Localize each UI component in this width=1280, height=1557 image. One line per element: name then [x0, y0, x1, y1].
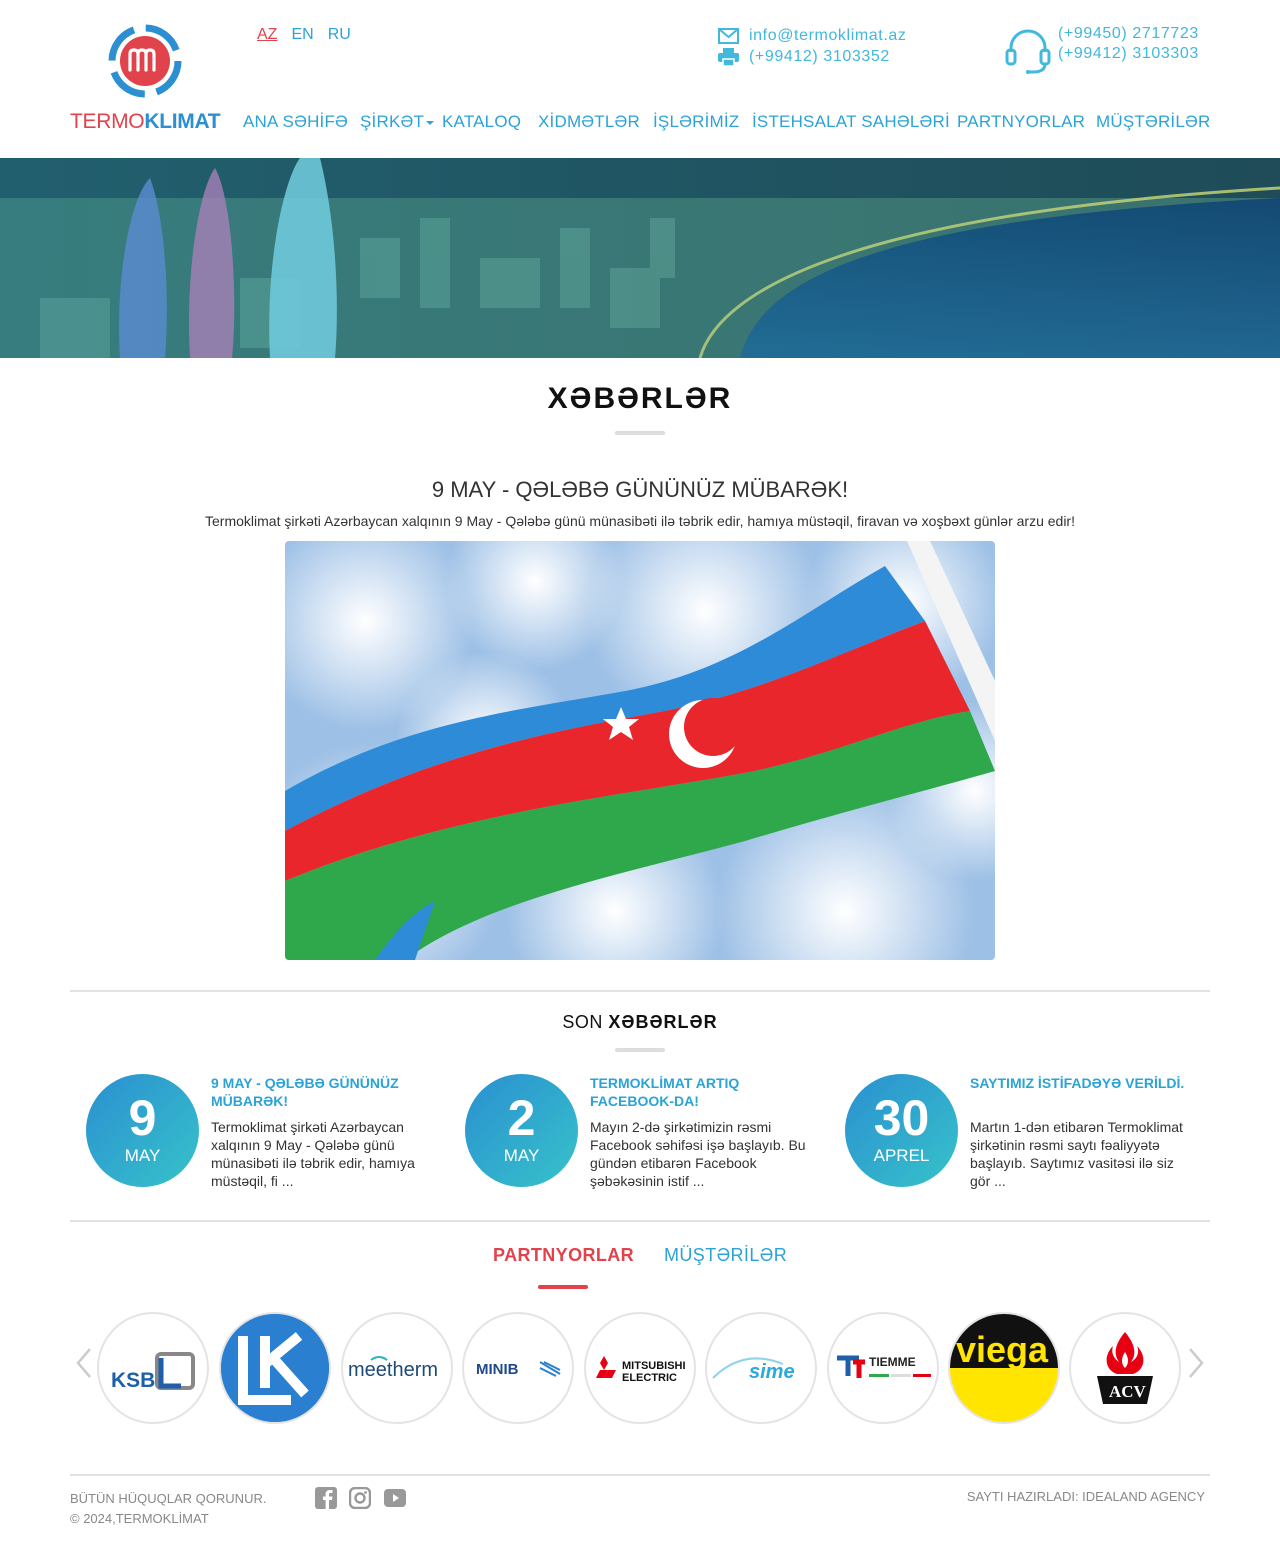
divider	[70, 990, 1210, 992]
partner-logo-ksb[interactable]	[97, 1312, 209, 1424]
news-card[interactable]	[86, 1074, 446, 1194]
nav-works[interactable]: İŞLƏRİMİZ	[653, 112, 740, 131]
partner-logo-tiemme[interactable]	[827, 1312, 939, 1424]
date-month: MAY	[124, 1146, 161, 1165]
mitsubishi-logo-icon	[586, 1314, 694, 1422]
logo-mark-icon	[108, 24, 182, 98]
partner-logo-acv[interactable]	[1069, 1312, 1181, 1424]
hero-banner	[0, 158, 1280, 358]
footer-rights: BÜTÜN HÜQUQLAR QORUNUR.	[70, 1491, 267, 1506]
youtube-icon[interactable]	[384, 1487, 406, 1509]
nav-clients[interactable]: MÜŞTƏRİLƏR	[1096, 112, 1211, 131]
nav-catalog[interactable]: KATALOQ	[442, 112, 522, 131]
title-underline	[615, 431, 665, 435]
news-lead: Termoklimat şirkəti Azərbaycan xalqının 9 May - Qələbə günü münasibəti ilə təbrik edir, hamıya müstəqil, firavan və xoşbəxt günlər arzu edir!	[205, 513, 1075, 529]
phone-numbers	[1058, 24, 1199, 64]
date-badge	[465, 1074, 578, 1187]
logo-wordmark: TERMOKLIMAT	[70, 110, 221, 133]
carousel-prev-arrow-icon[interactable]	[72, 1345, 96, 1381]
news-card-title[interactable]: SAYTIMIZ İSTİFADƏYƏ VERİLDİ.	[970, 1075, 1185, 1091]
contact-info	[718, 25, 906, 67]
partner-tabs	[0, 1245, 1280, 1275]
lk-logo-icon	[221, 1314, 329, 1422]
fax-number: (+99412) 3103352	[749, 48, 890, 65]
caret-down-icon	[426, 121, 434, 125]
active-tab-indicator	[538, 1285, 588, 1289]
partner-logo-sime[interactable]	[705, 1312, 817, 1424]
sime-logo-icon	[707, 1314, 815, 1422]
news-card-excerpt: Martın 1-dən etibarən Termoklimat şirkətinin rəsmi saytı fəaliyyətə başlayıb. Saytımız vasitəsi ilə siz gör ...	[970, 1119, 1183, 1189]
latest-title-part1: SON	[562, 1012, 603, 1032]
news-card-title[interactable]: TERMOKLİMAT ARTIQ FACEBOOK-DA!	[590, 1075, 740, 1109]
lang-ru-link[interactable]: RU	[327, 26, 351, 43]
acv-logo-icon	[1071, 1314, 1179, 1422]
latest-title-part2: XƏBƏRLƏR	[608, 1012, 718, 1032]
nav-production[interactable]: İSTEHSALAT SAHƏLƏRİ	[752, 112, 950, 131]
partner-logo-mitsubishi[interactable]	[584, 1312, 696, 1424]
svg-text:MITSUBISHI: MITSUBISHI	[622, 1360, 686, 1372]
headset-icon	[1005, 26, 1051, 74]
svg-text:TIEMME: TIEMME	[869, 1355, 916, 1369]
news-card[interactable]	[465, 1074, 825, 1194]
svg-text:KSB: KSB	[111, 1369, 156, 1392]
phone-number-1[interactable]: (+99450) 2717723	[1058, 25, 1199, 42]
phone-block	[1005, 22, 1215, 78]
page-title: XƏBƏRLƏR	[547, 382, 733, 415]
date-badge	[86, 1074, 199, 1187]
news-headline: 9 MAY - QƏLƏBƏ GÜNÜNÜZ MÜBARƏK!	[431, 477, 849, 502]
ksb-logo-icon	[99, 1314, 207, 1422]
nav-services[interactable]: XİDMƏTLƏR	[538, 112, 640, 131]
partner-logo-meetherm[interactable]	[341, 1312, 453, 1424]
tab-partners[interactable]: PARTNYORLAR	[493, 1245, 635, 1265]
divider	[70, 1220, 1210, 1222]
envelope-icon	[718, 28, 739, 44]
tiemme-logo-icon	[829, 1314, 937, 1422]
nav-company[interactable]	[360, 112, 434, 132]
date-month: APREL	[873, 1146, 930, 1165]
date-day: 9	[128, 1090, 157, 1146]
svg-text:viega: viega	[956, 1329, 1049, 1370]
partner-logo-viega[interactable]	[948, 1312, 1060, 1424]
news-image	[285, 541, 995, 960]
latest-title-underline	[615, 1048, 665, 1052]
svg-text:ACV: ACV	[1109, 1382, 1146, 1401]
date-day: 30	[873, 1090, 930, 1146]
news-card-excerpt: Mayın 2-də şirkətimizin rəsmi Facebook səhifəsi işə başlayıb. Bu gündən etibarən Facebook şəbəkəsinin istif ...	[590, 1119, 806, 1189]
footer-credit[interactable]: SAYTI HAZIRLADI: IDEALAND AGENCY	[966, 1489, 1205, 1504]
footer-legal	[70, 1489, 266, 1529]
news-card-excerpt: Termoklimat şirkəti Azərbaycan xalqının 9 May - Qələbə günü münasibəti ilə təbrik edir, hamıya müstəqil, fi ...	[211, 1119, 415, 1189]
email-row	[718, 25, 906, 46]
phone-number-2[interactable]: (+99412) 3103303	[1058, 45, 1199, 62]
news-card[interactable]	[845, 1074, 1205, 1194]
site-logo[interactable]	[70, 22, 220, 137]
lang-en-link[interactable]: EN	[291, 26, 314, 43]
instagram-icon[interactable]	[349, 1487, 371, 1509]
nav-partners[interactable]: PARTNYORLAR	[957, 112, 1086, 131]
nav-home[interactable]: ANA SƏHİFƏ	[243, 112, 349, 131]
carousel-next-arrow-icon[interactable]	[1184, 1345, 1208, 1381]
partner-logo-minib[interactable]	[462, 1312, 574, 1424]
site-header	[0, 0, 1280, 158]
svg-text:meetherm: meetherm	[348, 1359, 439, 1381]
footer-copyright: © 2024,TERMOKLİMAT	[70, 1511, 209, 1526]
svg-text:ELECTRIC: ELECTRIC	[622, 1372, 677, 1384]
svg-text:sime: sime	[749, 1361, 795, 1383]
footer-divider	[70, 1474, 1210, 1476]
viega-logo-icon	[950, 1314, 1058, 1422]
email-link[interactable]: info@termoklimat.az	[749, 27, 907, 44]
printer-icon	[718, 48, 739, 66]
azerbaijan-flag-image	[285, 541, 995, 960]
partner-logo-lk[interactable]	[219, 1312, 331, 1424]
nav-company-label: ŞİRKƏT	[360, 112, 425, 131]
fax-row	[718, 46, 906, 67]
language-switcher	[257, 26, 351, 44]
news-card-title[interactable]: 9 MAY - QƏLƏBƏ GÜNÜNÜZ MÜBARƏK!	[211, 1075, 399, 1109]
latest-news-title	[0, 1012, 1280, 1033]
date-day: 2	[507, 1090, 536, 1146]
meetherm-logo-icon	[343, 1314, 451, 1422]
svg-text:MINIB: MINIB	[476, 1361, 519, 1378]
city-skyline-image	[0, 158, 1280, 358]
facebook-icon[interactable]	[315, 1487, 337, 1509]
tab-clients[interactable]: MÜŞTƏRİLƏR	[664, 1245, 788, 1265]
minib-logo-icon	[464, 1314, 572, 1422]
lang-az-link[interactable]: AZ	[257, 26, 278, 43]
date-badge	[845, 1074, 958, 1187]
date-month: MAY	[503, 1146, 540, 1165]
